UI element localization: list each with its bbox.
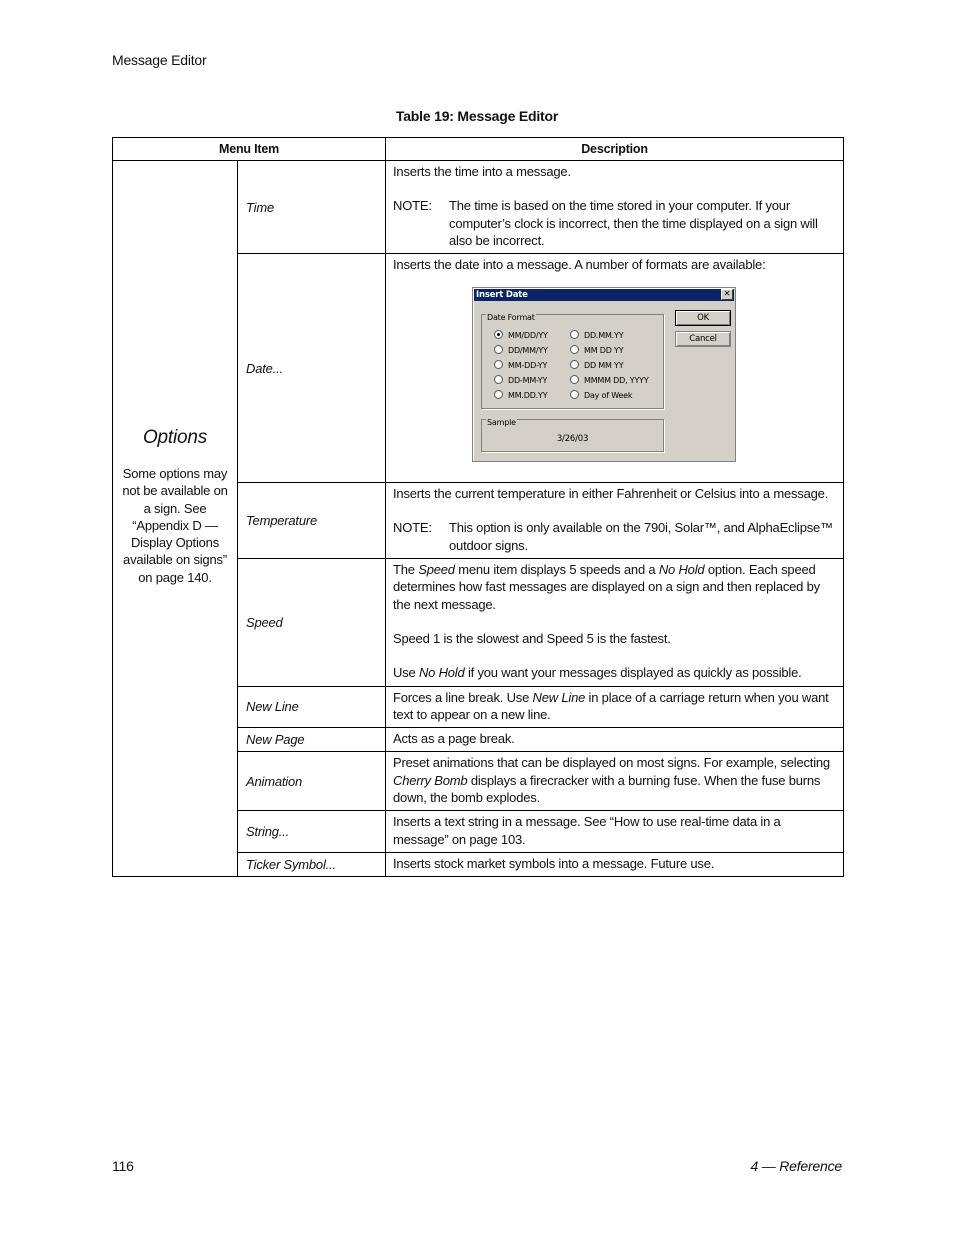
radio-icon <box>494 375 503 384</box>
desc-string: Inserts a text string in a message. See “How to use real-time data in a message” on page 103. <box>386 811 844 853</box>
desc-date <box>386 254 844 483</box>
menu-item-time: Time <box>238 161 386 254</box>
radio-icon <box>494 360 503 369</box>
radio-format[interactable]: MM-DD-YY <box>494 357 547 374</box>
note-text: The time is based on the time stored in your computer. If your computer’s clock is incorrect, then the time displayed on a sign will also be incorrect. <box>449 198 818 248</box>
sample-legend: Sample <box>486 414 517 431</box>
menu-item-temperature: Temperature <box>238 483 386 559</box>
chapter-footer: 4 — Reference <box>750 1158 842 1174</box>
note-label: NOTE: <box>393 520 432 536</box>
desc-new-page: Acts as a page break. <box>386 728 844 752</box>
dialog-title: Insert Date <box>474 289 734 301</box>
desc-speed <box>386 559 844 686</box>
note <box>393 197 837 249</box>
desc-ticker-symbol: Inserts stock market symbols into a message. Future use. <box>386 852 844 876</box>
radio-format[interactable]: DD.MM.YY <box>570 327 623 344</box>
menu-item-animation: Animation <box>238 752 386 811</box>
cancel-button[interactable]: Cancel <box>675 331 731 347</box>
date-format-group <box>481 314 664 409</box>
date-format-legend: Date Format <box>486 309 536 326</box>
radio-format[interactable]: Day of Week <box>570 387 632 404</box>
menu-item-speed: Speed <box>238 559 386 686</box>
running-header: Message Editor <box>112 52 207 68</box>
radio-format[interactable]: MM.DD.YY <box>494 387 547 404</box>
radio-icon <box>494 390 503 399</box>
desc-new-line: Forces a line break. Use New Line in place of a carriage return when you want text to appear on a new line. <box>386 686 844 728</box>
options-group-cell <box>113 161 238 877</box>
group-title: Options <box>142 427 208 448</box>
insert-date-dialog <box>472 287 736 462</box>
message-editor-table <box>112 137 844 877</box>
radio-icon <box>570 390 579 399</box>
page-number: 116 <box>112 1158 134 1174</box>
radio-format[interactable]: DD/MM/YY <box>494 342 548 359</box>
desc-text: Inserts the time into a message. <box>393 164 571 179</box>
radio-icon <box>570 345 579 354</box>
note <box>393 519 837 554</box>
desc-time <box>386 161 844 254</box>
radio-format[interactable]: MM DD YY <box>570 342 623 359</box>
header-description: Description <box>386 138 844 161</box>
table-row <box>113 161 844 254</box>
ok-button[interactable]: OK <box>675 310 731 326</box>
menu-item-new-page: New Page <box>238 728 386 752</box>
menu-item-string: String... <box>238 811 386 853</box>
radio-selected-icon <box>494 330 503 339</box>
desc-paragraph: The Speed menu item displays 5 speeds and a No Hold option. Each speed determines how fast messages are displayed on a sign and then replaced by the next message. <box>393 562 820 612</box>
close-icon[interactable]: ✕ <box>721 289 733 300</box>
menu-item-date: Date... <box>238 254 386 483</box>
desc-text: Inserts the date into a message. A number of formats are available: <box>393 257 766 273</box>
table-header-row <box>113 138 844 161</box>
table-caption: Table 19: Message Editor <box>395 108 559 124</box>
desc-paragraph: Use No Hold if you want your messages displayed as quickly as possible. <box>393 665 802 681</box>
radio-icon <box>570 375 579 384</box>
desc-animation: Preset animations that can be displayed on most signs. For example, selecting Cherry Bomb displays a firecracker with a burning fuse. When the fuse burns down, the bomb explodes. <box>386 752 844 811</box>
radio-format[interactable]: DD-MM-YY <box>494 372 547 389</box>
sample-group <box>481 419 664 452</box>
radio-icon <box>570 360 579 369</box>
desc-temperature <box>386 483 844 559</box>
menu-item-new-line: New Line <box>238 686 386 728</box>
menu-item-ticker-symbol: Ticker Symbol... <box>238 852 386 876</box>
header-menu-item: Menu Item <box>113 138 386 161</box>
desc-text: Inserts the current temperature in either Fahrenheit or Celsius into a message. <box>393 486 829 502</box>
note-label: NOTE: <box>393 198 432 214</box>
radio-icon <box>494 345 503 354</box>
radio-icon <box>570 330 579 339</box>
sample-value: 3/26/03 <box>556 434 589 445</box>
radio-format[interactable]: MMMM DD, YYYY <box>570 372 649 389</box>
radio-format[interactable]: DD MM YY <box>570 357 623 374</box>
group-note: Some options may not be available on a sign. See “Appendix D — Display Options available on signs” on page 140. <box>122 466 228 585</box>
radio-format[interactable]: MM/DD/YY <box>494 327 548 344</box>
desc-paragraph: Speed 1 is the slowest and Speed 5 is the fastest. <box>393 630 671 646</box>
note-text: This option is only available on the 790i, Solar™, and AlphaEclipse™ outdoor signs. <box>449 520 833 553</box>
